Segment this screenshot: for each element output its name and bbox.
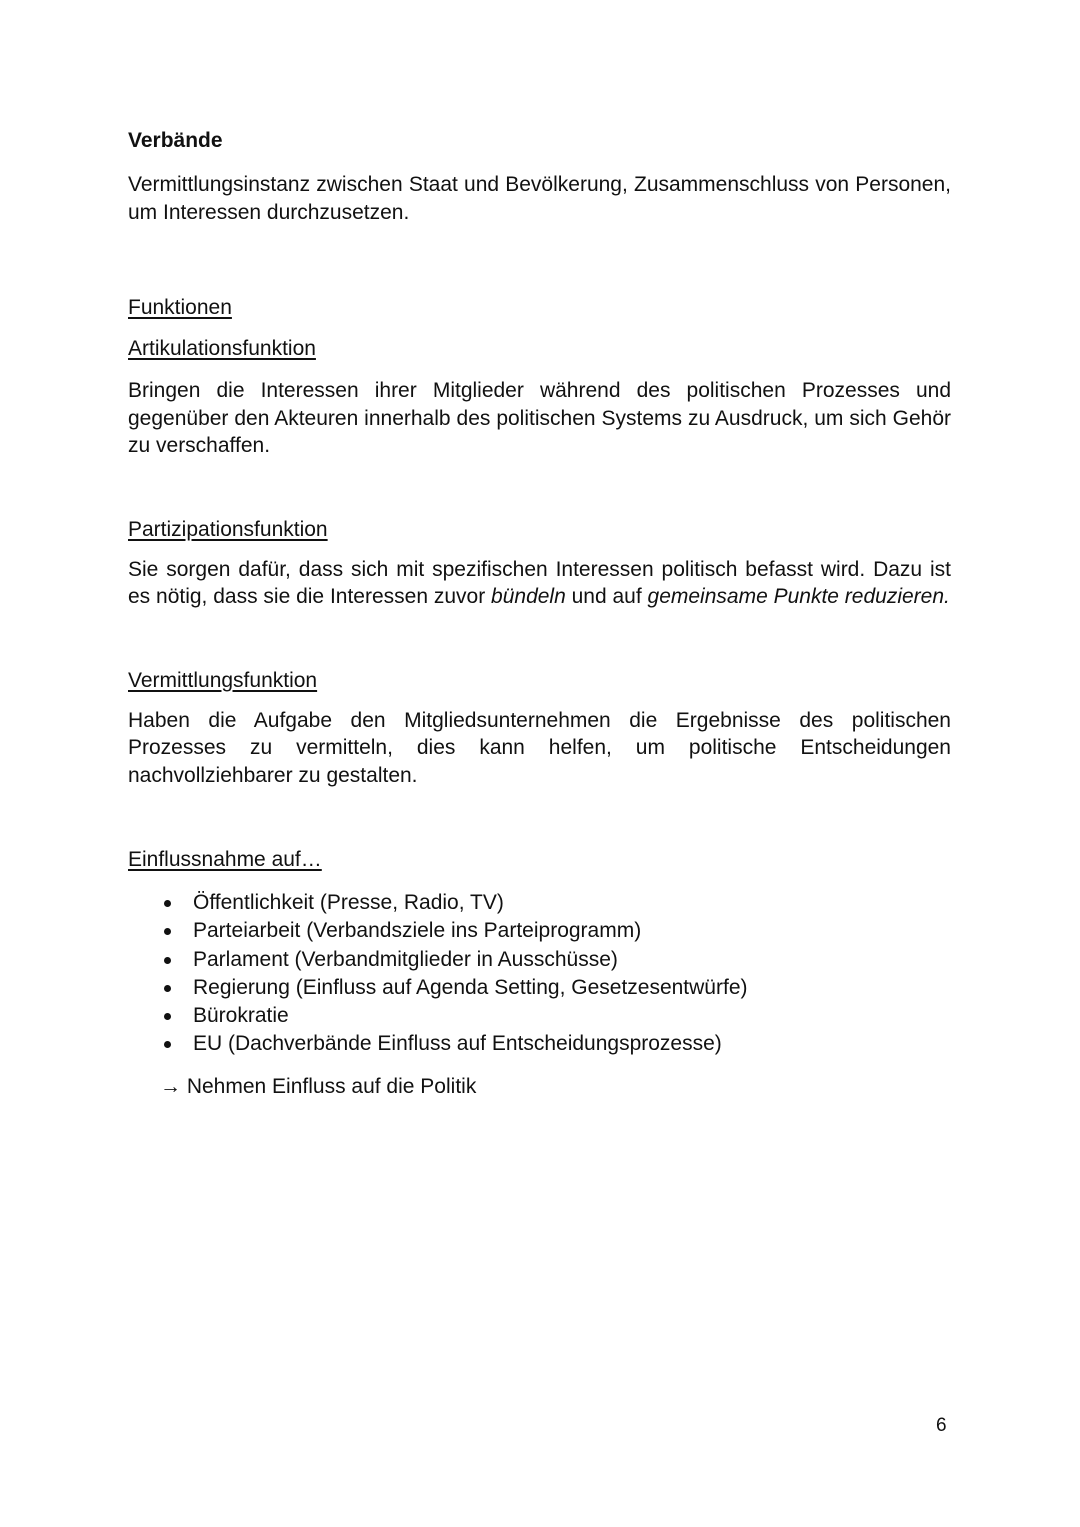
list-item <box>164 946 951 974</box>
list-item-text: EU (Dachverbände Einfluss auf Entscheidungsprozesse) <box>193 1032 722 1056</box>
mediation-heading: Vermittlungsfunktion <box>128 668 318 692</box>
bullet-icon <box>164 1041 171 1048</box>
participation-text-1: Sie sorgen dafür, dass sich mit spezifischen Interessen politisch befasst wird. Dazu ist es nötig, dass sie die Interessen zuvor <box>128 557 951 608</box>
influence-heading: Einflussnahme auf… <box>128 848 322 871</box>
bullet-icon <box>164 957 171 964</box>
bullet-icon <box>164 900 171 907</box>
document-page <box>128 126 951 1102</box>
list-item-text: Parlament (Verbandmitglieder in Ausschüsse) <box>193 947 618 971</box>
mediation-paragraph: Haben die Aufgabe den Mitgliedsunternehmen die Ergebnisse des politischen Prozesses zu vermitteln, dies kann helfen, um politische Entscheidungen nachvollziehbarer zu gestalten. <box>128 708 951 787</box>
bullet-icon <box>164 985 171 992</box>
page-title: Verbände <box>128 129 223 152</box>
articulation-paragraph: Bringen die Interessen ihrer Mitglieder während des politischen Prozesses und gegenüber den Akteuren innerhalb des politischen Systems zu Ausdruck, um sich Gehör zu verschaffen. <box>128 379 951 457</box>
participation-text-2: und auf <box>565 585 648 608</box>
intro-paragraph: Vermittlungsinstanz zwischen Staat und Bevölkerung, Zusammenschluss von Personen, um Interessen durchzusetzen. <box>128 173 951 224</box>
functions-heading: Funktionen <box>128 296 232 319</box>
list-item <box>164 1030 951 1058</box>
participation-heading: Partizipationsfunktion <box>128 517 328 541</box>
list-item-text: Parteiarbeit (Verbandsziele ins Parteiprogramm) <box>193 919 642 943</box>
participation-paragraph <box>128 556 951 611</box>
list-item <box>164 889 951 917</box>
list-item <box>164 974 951 1002</box>
participation-emphasis-2: gemeinsame Punkte reduzieren. <box>647 585 950 608</box>
bullet-icon <box>164 928 171 935</box>
list-item-text: Regierung (Einfluss auf Agenda Setting, Gesetzesentwürfe) <box>193 975 748 999</box>
list-item-text: Öffentlichkeit (Presse, Radio, TV) <box>193 891 504 914</box>
list-item <box>164 1002 951 1030</box>
list-item <box>164 917 951 945</box>
conclusion-line: → Nehmen Einfluss auf die Politik <box>160 1074 477 1098</box>
articulation-heading: Artikulationsfunktion <box>128 337 316 360</box>
page-number: 6 <box>936 1415 947 1436</box>
influence-list <box>128 889 951 1059</box>
list-item-text: Bürokratie <box>193 1004 289 1028</box>
participation-emphasis-1: bündeln <box>491 585 566 608</box>
bullet-icon <box>164 1013 171 1020</box>
